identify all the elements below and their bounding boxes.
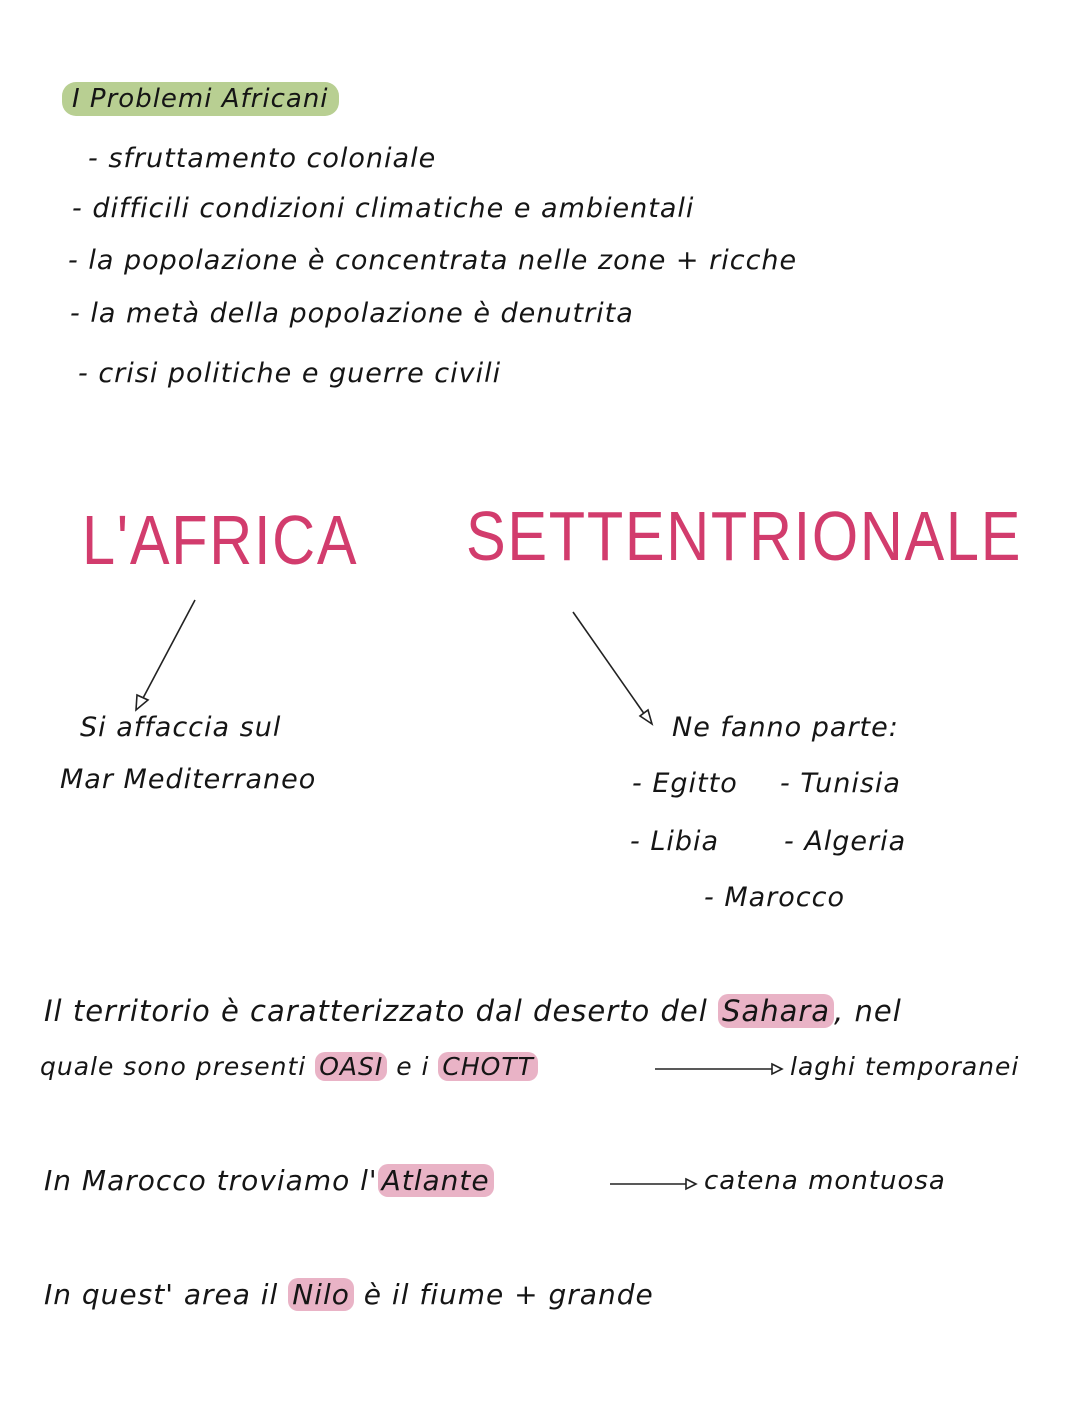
title-part-2: SETTENTRIONALE xyxy=(466,497,1023,575)
section-heading: I Problemi Africani xyxy=(62,84,339,114)
list-item: - sfruttamento coloniale xyxy=(88,143,437,174)
branch-heading: Ne fanno parte: xyxy=(672,712,899,743)
highlight-nilo: Nilo xyxy=(288,1278,354,1311)
paragraph-4: In quest' area il Nilo è il fiume + grande xyxy=(44,1278,654,1311)
branch-text: Mar Mediterraneo xyxy=(60,764,317,795)
paragraph-2: quale sono presenti OASI e i CHOTT xyxy=(40,1052,538,1081)
arrow-left xyxy=(142,600,195,700)
list-item: - difficili condizioni climatiche e ambientali xyxy=(72,193,695,224)
paragraph-3: In Marocco troviamo l' Atlante xyxy=(44,1164,494,1197)
list-item: - la popolazione è concentrata nelle zone + ricche xyxy=(68,245,798,276)
country-item: - Libia xyxy=(630,826,720,857)
title-part-1: L'AFRICA xyxy=(82,501,359,579)
country-item: - Tunisia xyxy=(780,768,901,799)
branch-text: Si affaccia sul xyxy=(80,712,282,743)
paragraph-1: Il territorio è caratterizzato dal deserto del Sahara , nel xyxy=(44,994,902,1028)
definition-laghi: laghi temporanei xyxy=(790,1052,1020,1081)
country-item: - Algeria xyxy=(784,826,907,857)
list-item: - crisi politiche e guerre civili xyxy=(78,358,502,389)
highlight-oasi: OASI xyxy=(315,1052,387,1081)
definition-catena: catena montuosa xyxy=(704,1166,946,1196)
country-item: - Marocco xyxy=(704,882,845,913)
highlight-sahara: Sahara xyxy=(718,994,834,1028)
highlight-atlante: Atlante xyxy=(378,1164,494,1197)
country-item: - Egitto xyxy=(632,768,738,799)
arrow-right xyxy=(573,612,645,715)
list-item: - la metà della popolazione è denutrita xyxy=(70,298,634,329)
highlight-chott: CHOTT xyxy=(438,1052,537,1081)
